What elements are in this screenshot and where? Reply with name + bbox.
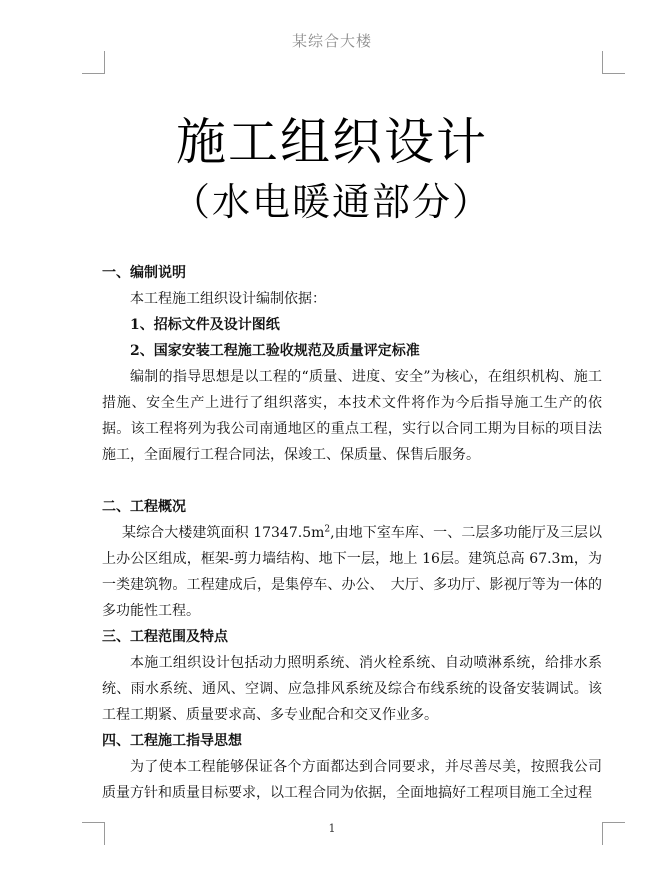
crop-mark-top-left	[82, 51, 105, 74]
section-1-item-2: 2、国家安装工程施工验收规范及质量评定标准	[130, 343, 420, 359]
section-3-paragraph: 本施工组织设计包括动力照明系统、消火栓系统、自动喷淋系统，给排水系统、雨水系统、通风、空调、应急排风系统及综合布线系统的设备安装调试。该工程工期紧、质量要求高、多专业配合和交叉作业多。	[102, 655, 602, 723]
area-unit-superscript: 2	[324, 524, 331, 535]
section-1-item-1: 1、招标文件及设计图纸	[130, 317, 280, 333]
section-1-paragraph: 编制的指导思想是以工程的“质量、进度、安全”为核心，在组织机构、施工措施、安全生产上进行了组织落实，本技术文件将作为今后指导施工生产的依据。该工程将列为我公司南通地区的重点工程，实行以合同工期为目标的项目法施工，全面履行工程合同法，保竣工、保质量、保售后服务。	[102, 369, 602, 463]
section-heading-1: 一、编制说明	[102, 265, 186, 281]
section-2-paragraph	[102, 520, 602, 624]
page-number: 1	[328, 822, 336, 835]
section-heading-2: 二、工程概况	[102, 499, 186, 515]
document-title: 施工组织设计	[176, 113, 488, 171]
section-2-text-b: ,由地下室车库、一、二层多功能厅及三层以上办公区组成，框架-剪力墙结构、地下一层，地上 16层。建筑总高 67.3m，为一类建筑物。工程建成后，是集停车、办公、 大厅、多功厅、影视厅等为一体的多功能性工程。	[102, 525, 602, 619]
section-4-paragraph: 为了使本工程能够保证各个方面都达到合同要求，并尽善尽美，按照我公司质量方针和质量目标要求，以工程合同为依据，全面地搞好工程项目施工全过程	[102, 759, 602, 801]
document-body	[102, 260, 602, 806]
section-heading-3: 三、工程范围及特点	[102, 629, 228, 645]
section-2-text-a: 某综合大楼建筑面积 17347.5m	[122, 525, 325, 541]
blank-line	[102, 468, 602, 494]
page-header-title: 某综合大楼	[291, 32, 372, 50]
section-heading-4: 四、工程施工指导思想	[102, 733, 242, 749]
crop-mark-top-right	[602, 51, 625, 74]
document-subtitle: （水电暖通部分）	[171, 180, 492, 224]
section-1-intro: 本工程施工组织设计编制依据：	[130, 291, 326, 307]
